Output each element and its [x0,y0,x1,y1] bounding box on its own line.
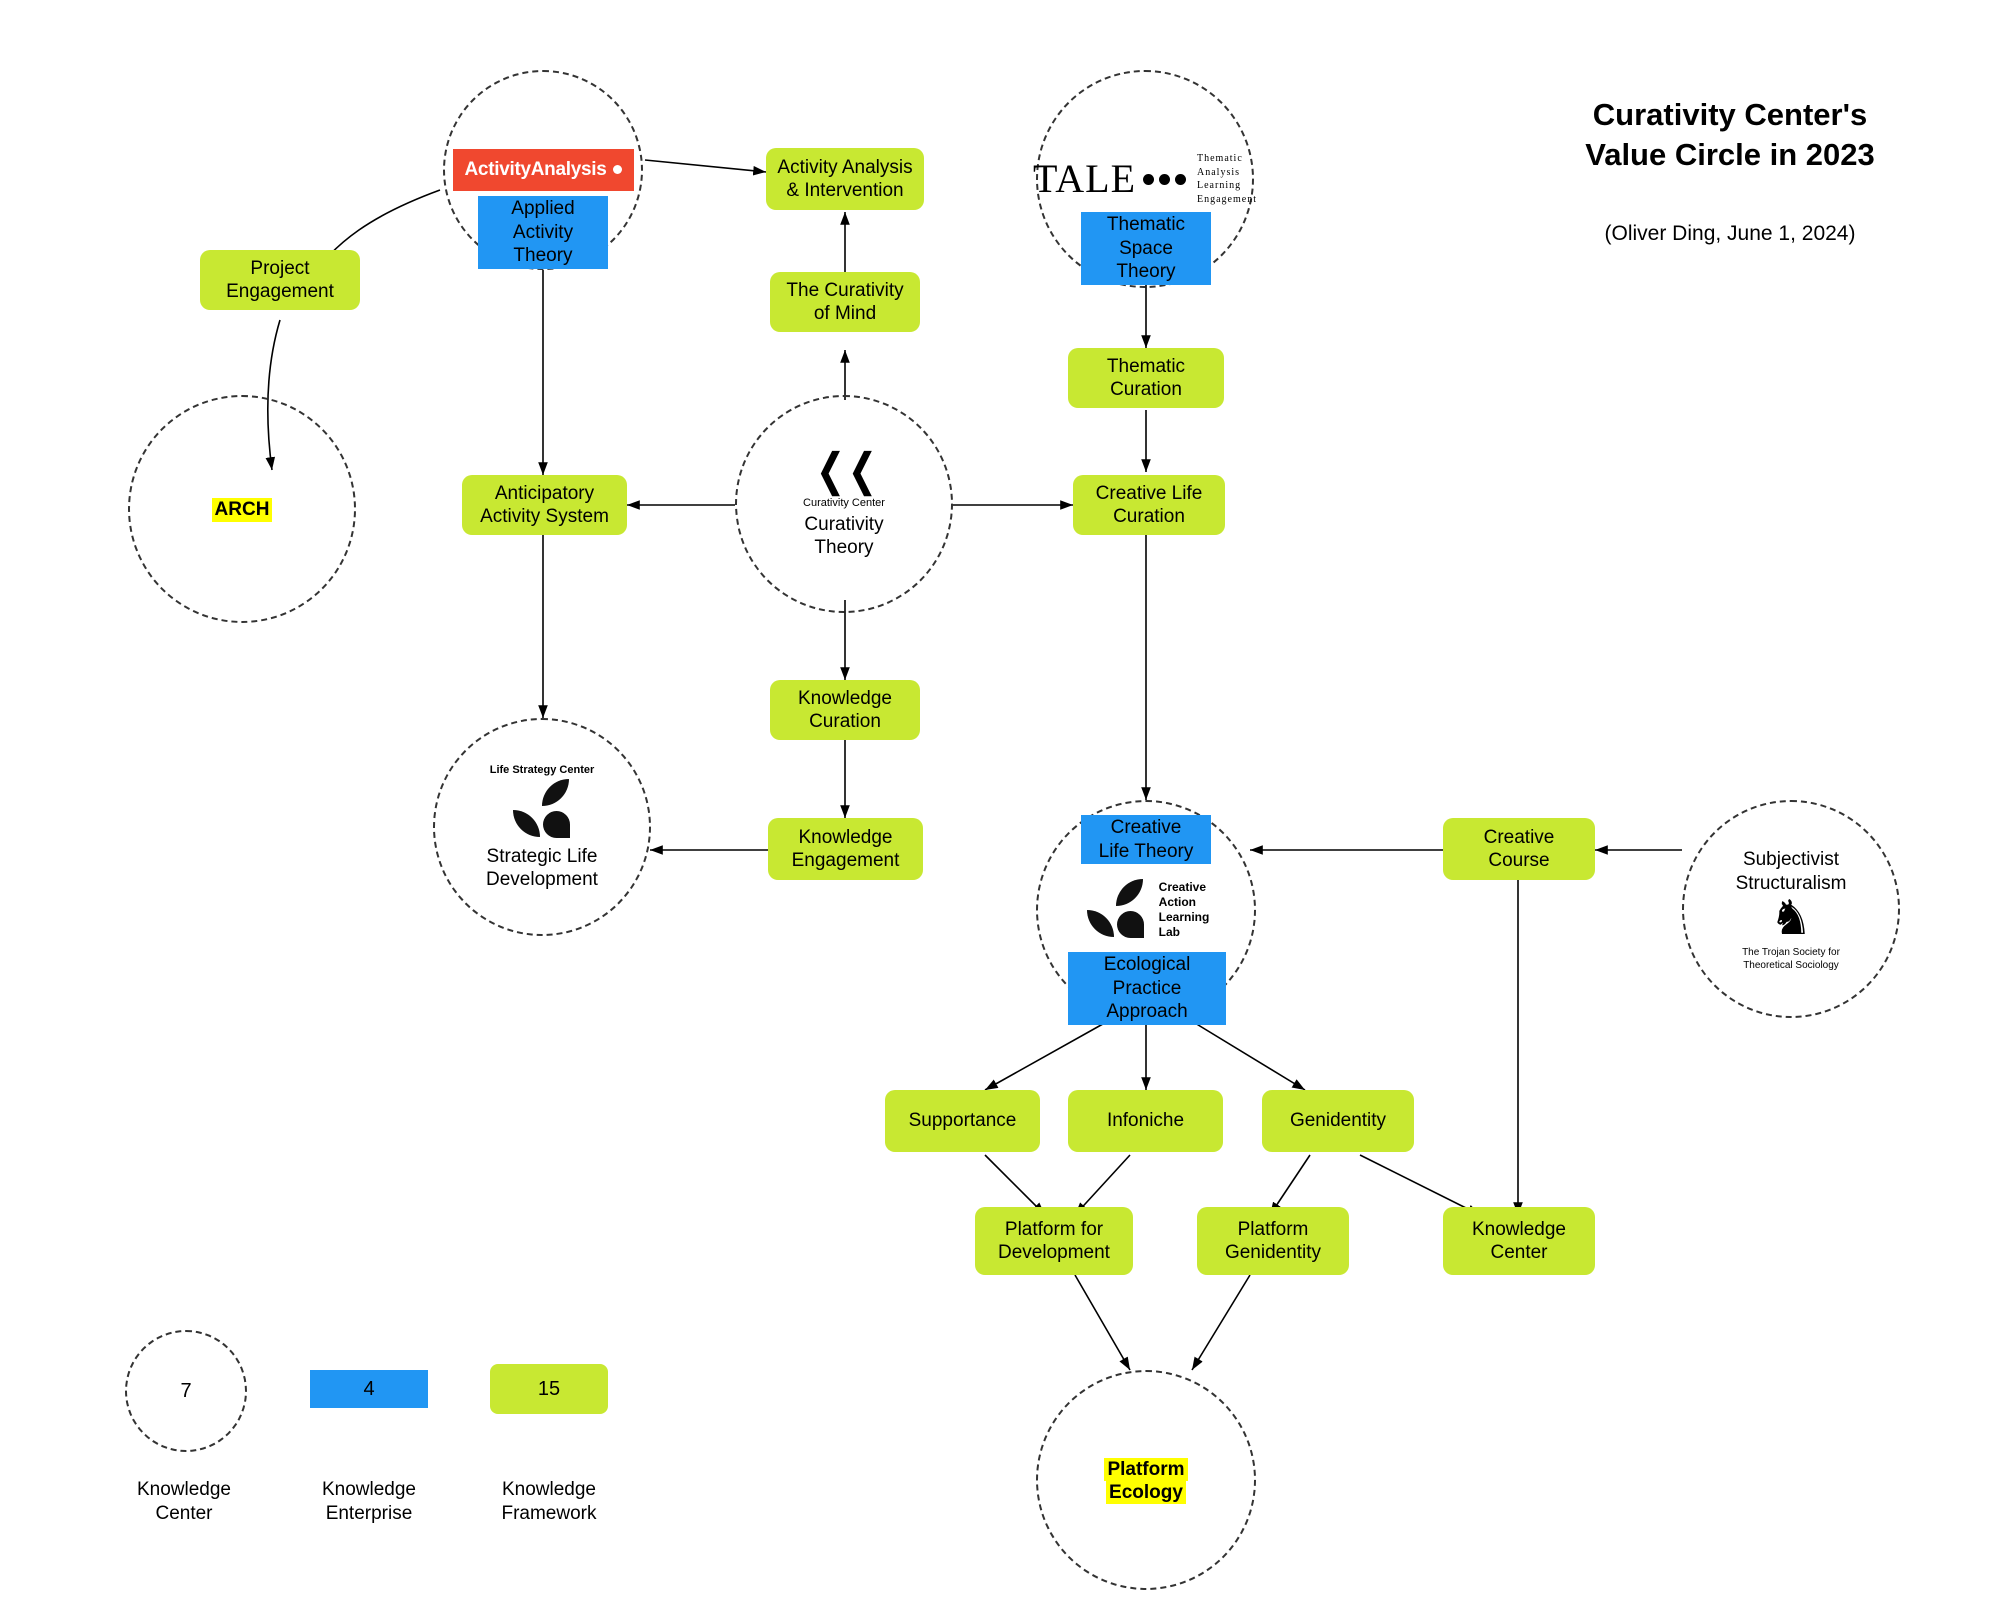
pfd-line2: Development [998,1242,1110,1263]
aai-line1: Activity Analysis [777,156,913,178]
infoniche-line1: Infoniche [1106,1110,1185,1132]
curativity-of-mind-line2: of Mind [813,303,877,324]
trojan-caption-line1: The Trojan Society for [1742,946,1840,958]
pg-line2: Genidentity [1224,1242,1322,1263]
tale-sub1: Thematic [1197,153,1243,164]
legend-knowledge-framework [490,1364,608,1414]
life-strategy-label-line2: Development [486,869,598,891]
life-strategy-label-line1: Strategic Life [486,845,598,867]
legend-framework-caption [469,1478,629,1526]
curativity-logo-caption: Curativity Center [803,497,885,510]
framework-knowledge-center[interactable] [1443,1207,1595,1275]
kc-box-line1: Knowledge [1471,1218,1567,1240]
framework-knowledge-engagement[interactable] [768,818,923,880]
legend-center-count: 7 [180,1379,192,1402]
framework-creative-course[interactable] [1443,818,1595,880]
ecological-practice-line1: Ecological Practice [1103,954,1191,999]
title-line1: Curativity Center's [1592,97,1868,132]
legend-center-caption-line2: Center [155,1502,213,1524]
aai-line2: & Intervention [786,180,904,201]
pfd-line1: Platform for [1004,1218,1104,1240]
tale-sub2: Analysis [1197,166,1240,178]
applied-activity-theory-line1: Applied [511,198,575,219]
ecological-practice-line2: Approach [1106,1001,1188,1023]
legend-framework-count: 15 [537,1377,561,1400]
kc-box-line2: Center [1490,1242,1548,1263]
knowledge-center-trojan-society[interactable] [1682,800,1900,1018]
legend-circle-shape [125,1330,247,1452]
framework-platform-genidentity[interactable] [1197,1207,1349,1275]
knowledge-center-life-strategy[interactable] [433,718,651,936]
creative-course-line2: Course [1488,850,1550,871]
curativity-logo-icon: ❬❬ [812,446,876,496]
call-line1: Creative [1158,880,1207,894]
tale-logo-text: TALE [1033,155,1136,201]
creative-life-theory-line1: Creative [1110,817,1182,838]
framework-infoniche[interactable] [1068,1090,1223,1152]
curativity-label-line2: Theory [814,536,874,558]
framework-creative-life-curation[interactable] [1073,475,1225,535]
legend-center-caption [104,1478,264,1526]
call-logo-text [1159,880,1210,940]
legend-green-shape [490,1364,608,1414]
legend-enterprise-caption [289,1478,449,1526]
call-line4: Lab [1158,925,1180,939]
page-subtitle: (Oliver Ding, June 1, 2024) [1604,222,1856,245]
aas-line1: Anticipatory [494,482,595,504]
thematic-curation-line2: Curation [1110,379,1182,400]
genidentity-line1: Genidentity [1289,1110,1387,1132]
legend-enterprise-caption-line1: Knowledge [321,1479,417,1500]
title-line2: Value Circle in 2023 [1585,137,1875,173]
pinwheel-icon [509,777,575,843]
pg-line1: Platform [1237,1218,1309,1240]
activity-analysis-logo-text: ActivityAnalysis [464,159,607,181]
applied-activity-theory-line2: Activity Theory [512,221,574,267]
legend-enterprise-caption-line2: Enterprise [325,1502,413,1524]
framework-anticipatory-activity-system[interactable] [462,475,627,535]
platform-ecology-label-line2: Ecology [1106,1481,1186,1504]
knowledge-center-platform-ecology[interactable] [1036,1370,1256,1590]
legend-framework-caption-line1: Knowledge [501,1479,597,1500]
call-line3: Learning [1158,910,1210,924]
page-title [1530,95,1930,176]
knowledge-curation-line1: Knowledge [797,687,893,709]
activity-analysis-logo [453,149,634,190]
dot-icon [613,165,622,174]
framework-thematic-curation[interactable] [1068,348,1224,408]
tale-subtitle [1197,152,1257,206]
legend-knowledge-enterprise [310,1370,428,1408]
tale-sub4: Engagement [1197,193,1257,205]
trojan-caption [1742,946,1840,972]
supportance-line1: Supportance [908,1110,1017,1132]
creative-course-line1: Creative [1483,826,1555,848]
framework-project-engagement[interactable] [200,250,360,310]
knowledge-engagement-line1: Knowledge [798,826,893,848]
legend-center-caption-line1: Knowledge [136,1479,232,1500]
call-line2: Action [1158,895,1196,909]
framework-knowledge-curation[interactable] [770,680,920,740]
thematic-curation-line1: Thematic [1106,355,1186,377]
thematic-space-theory-line2: Theory [1116,261,1176,283]
horse-icon: ♞ [1769,891,1813,945]
aas-line2: Activity System [480,506,609,527]
knowledge-center-arch[interactable] [128,395,356,623]
knowledge-enterprise-creative-life-theory[interactable] [1081,815,1211,864]
thematic-space-theory-line1: Thematic Space [1106,214,1186,259]
legend-framework-caption-line2: Framework [501,1502,597,1524]
framework-activity-analysis-intervention[interactable] [766,148,924,210]
clc-line1: Creative Life [1095,482,1203,504]
subjectivist-label-line2: Structuralism [1735,872,1847,894]
platform-ecology-label-line1: Platform [1104,1458,1187,1481]
creative-life-theory-line2: Life Theory [1098,840,1194,862]
knowledge-curation-line2: Curation [809,711,881,732]
framework-curativity-of-mind[interactable] [770,272,920,332]
project-engagement-line1: Project [250,257,310,279]
knowledge-engagement-line2: Engagement [791,850,900,871]
framework-platform-for-development[interactable] [975,1207,1133,1275]
arch-label: ARCH [212,498,273,521]
life-strategy-logo-caption: Life Strategy Center [489,763,595,776]
tale-dots-icon [1143,174,1186,185]
knowledge-center-curativity[interactable] [735,395,953,613]
project-engagement-line2: Engagement [226,281,334,302]
framework-genidentity[interactable] [1262,1090,1414,1152]
framework-supportance[interactable] [885,1090,1040,1152]
legend-blue-shape [310,1370,428,1408]
knowledge-enterprise-applied-activity-theory[interactable] [478,196,608,269]
curativity-label-line1: Curativity [804,513,884,535]
subjectivist-label-line1: Subjectivist [1742,849,1840,871]
call-pinwheel-icon [1083,877,1149,943]
tale-logo [1033,152,1257,206]
legend-enterprise-count: 4 [363,1377,375,1400]
trojan-caption-line2: Theoretical Sociology [1743,959,1839,971]
clc-line2: Curation [1113,506,1185,527]
knowledge-enterprise-thematic-space-theory[interactable] [1081,212,1211,285]
curativity-of-mind-line1: The Curativity [786,279,904,301]
tale-sub3: Learning [1197,180,1242,191]
knowledge-enterprise-ecological-practice-approach[interactable] [1068,952,1226,1025]
legend-knowledge-center [125,1330,247,1452]
